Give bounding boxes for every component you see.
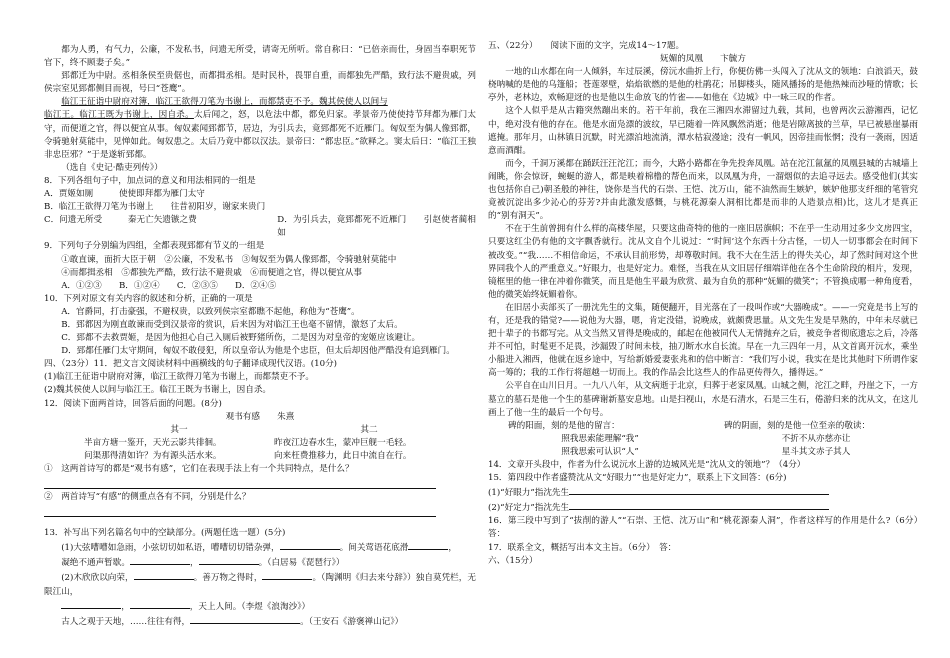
stele-back-label: 碑的阴面，刻的是他一位至亲的敬读：	[724, 420, 871, 431]
section-6-heading: 六、（15分）	[488, 555, 538, 566]
question-12: 12．阅读下面两首诗，回答后面的问题。(8分)	[44, 398, 222, 409]
fill-blank[interactable]	[190, 614, 300, 624]
passage-paragraph: 这个人似乎是从古籍突然蹦出来的。若干年前，我在三湘四水滞留过九载，其间，也曾两次云游湘西，记忆中，绝对没有他的存在。他是水面凫漂的波纹，早已随着一阵风飘然消逝；他是岩隙离披的兰草，早已被悬崖暴雨遮掩。那年月，山林镇日沉默，时光漂泊地流淌，潭水枯寂漫途；没有一帆风，因帝挂而怅惘；没有一袭雨，因适意而酒酣。	[488, 106, 918, 156]
fill-blank[interactable]	[130, 599, 190, 609]
poem-line: 昨夜江边春水生，蒙冲巨舰一毛轻。	[274, 437, 412, 448]
right-column	[488, 40, 927, 568]
fill-blank[interactable]	[569, 485, 829, 495]
question-11-1: (1)临江王征诣中尉府对簿，临江王欲得刀笔为书谢上，而都禁吏不予。	[44, 372, 314, 383]
stele-front-label: 碑的阳面，刻的是他的留言：	[508, 420, 620, 431]
passage-text: 太后闻之，怒，以危法中都，都免归家。孝景帝乃使使持节拜都为雁门太守，而便道之官，得以便宜从事。匈奴素闻郅都节，居边，为引兵去，竟郅都死不近雁门。匈奴至为偶人像郅都，令骑驰射莫能中，见惮如此。匈奴患之。太后乃竟中都以汉法。景帝曰：“都忠臣。”欲释之。窦太后曰：“临江王独非忠臣邪？”于是遂斩郅都。	[44, 110, 476, 160]
left-column: 都为人勇，有气力，公廉，不发私书，问遗无所受，请寄无所听。常自称曰：“已倍亲而仕，身固当奉职死节官下，终不顾妻子矣。” 郅都迁为中尉。丞相条侯至贵倨也，而都揖丞相。是时民朴，畏罪自重，而都独先严酷，致行法不避贵戚，列侯宗室见郅都侧目而视，号曰“苍鹰”。 临江王征诣中尉府对簿，临江王欲得刀笔为书谢上，而都禁吏不予。魏其侯使人以间与 临江王。临江王既为书谢上，因自杀。太后闻之，怒，以危法中都，都免归家。孝景帝乃使使持节拜都为雁门太守，而便道之官，得以便宜从事。匈奴素闻郅都节，居边，为引兵去，竟郅都死不近雁门。匈奴至为偶人像郅都，令骑驰射莫能中，见惮如此。匈奴患之。太后乃竟中都以汉法。景帝曰：“都忠臣。”欲释之。窦太后曰：“临江王独非忠臣邪？”于是遂斩郅都。 （选自《史记·酷吏列传》） 8．下列各组句子中，加点词的意义和用法相同的一组是 A．贾姬如厕 使使即拜都为雁门太守 B．临江王欲得刀笔为书谢上 往昔初阳岁，谢家来贵门 C．问遗无所受 秦无亡矢遗镞之费 D．为引兵去，竟郅都死不近雁门 引赵使者蔺相如 9．下列句子分别编为四组，全都表现郅都有节义的一组是 ①敢直谏，面折大臣于朝 ②公廉，不发私书 ③匈奴至为偶人像郅都，令骑驰射莫能中 ④而都揖丞相 ⑤都独先严酷，致行法不避贵戚 ⑥而便道之官，得以便宜从事 A．①②③ B．①②④ C．②③⑤ D．②④⑤ 10．下列对原文有关内容的叙述和分析，正确的一项是 A．官爵同，打击豪强，不避权贵，以致列侯宗室都瞧不起他，称他为“苍鹰”。 B．郅都因为刚直敢谏而受到汉景帝的赏识，后来因为对临江王也毫不留情，激怒了太后。 C．郅都不去救贾姬，是因为他担心自己入厕后被野猪所伤，二是因为对皇帝的宠姬应该避让。 D．郅都任雁门太守期间，匈奴不敢侵犯，所以皇帝认为他是个忠臣，但太后却因他严酷没有追到雁门。 四、（23分）11．把文言文阅读材料中画横线的句子翻译成现代汉语。(10分) (1)临江王征诣中尉府对簿，临江王欲得刀笔为书谢上，而都禁吏不予。 (2)魏其侯使人以间与临江王。临江王既为书谢上，因自杀。 12．阅读下面两首诗，回答后面的问题。(8分) 观书有感 朱熹 其一 半亩方塘一鉴开，天光云影共徘徊。 问渠那得清如许？为有源头活水来。 其二 昨夜江边春水生，蒙冲巨舰一毛轻。 向来枉费推移力，此日中流自在行。 ① 这两首诗写的都是“观书有感”，它们在表现手法上有一个共同特点，是什么？ ② 两首诗写“有感”的侧重点各有不同，分别是什么？ 13．补写出下列名篇名句中的空缺部分。(两题任选一题）(5分) (1)大弦嘈嘈如急雨，小弦切切如私语，嘈嘈切切错杂弹， 。间关莺语花底滑 ， 凝绝不通声暂歇。 ， 。（白居易《琵琶行》） (2)木欣欣以向荣， 。善万物之得时， 。（陶渊明《归去来兮辞》）独自莫凭栏，无限江山， ， ，天上人间。（李煜《浪淘沙》） 古人之观于天地，……往往有得， 。（王安石《游褒禅山记》）	[44, 44, 476, 629]
question-16: 16．第三段中写到了“拔削的游人”“石崇、王恺、沈万山”和“桃花源秦人洞”，作者这样写的作用是什么?（6分） 答：	[488, 516, 927, 540]
fill-blank[interactable]	[134, 570, 194, 580]
poem-1-heading: 其一	[170, 424, 188, 435]
option-c: C．问遗无所受 秦无亡矢遗镞之费	[44, 215, 197, 226]
stele-inscriptions	[488, 420, 918, 459]
question-9-items: ①敢直谏，面折大臣于朝 ②公廉，不发私书 ③匈奴至为偶人像郅都，令骑驰射莫能中	[61, 254, 397, 265]
stele-line: 照我思索能理解“我”	[561, 433, 639, 444]
fill-blank[interactable]	[130, 555, 190, 565]
option-b: B．临江王欲得刀笔为书谢上 往昔初阳岁，谢家来贵门	[44, 202, 266, 213]
answer-line[interactable]	[44, 476, 436, 489]
fill-blank[interactable]	[280, 540, 340, 550]
fill-blank[interactable]	[569, 500, 829, 510]
question-13-3: 古人之观于天地，……往往有得， 。（王安石《游褒禅山记》）	[44, 614, 476, 629]
question-10: 10．下列对原文有关内容的叙述和分析，正确的一项是	[44, 293, 253, 304]
question-11: 四、（23分）11．把文言文阅读材料中画横线的句子翻译成现代汉语。(10分)	[44, 359, 338, 370]
article-title: 妩媚的凤凰 卞毓方	[660, 54, 746, 65]
question-9-options: A．①②③ B．①②④ C．②③⑤ D．②④⑤	[61, 280, 277, 291]
option-d: D．为引兵去，竟郅都死不近雁门 引赵使者蔺相如	[277, 215, 476, 239]
question-15-2: (2)“好定力”指沈先生	[488, 500, 918, 515]
stele-line: 照我思索可认识“人”	[561, 446, 639, 457]
source-citation: （选自《史记·酷吏列传》）	[61, 162, 163, 173]
fill-blank[interactable]	[199, 555, 259, 565]
stele-line: 星斗其文赤子其人	[781, 446, 851, 457]
poem-title: 观书有感 朱熹	[225, 411, 295, 422]
fill-blank[interactable]	[408, 540, 448, 550]
poem-2-heading: 其二	[360, 424, 378, 435]
passage-paragraph: 郅都迁为中尉。丞相条侯至贵倨也，而都揖丞相。是时民朴，畏罪自重，而都独先严酷，致行法不避贵戚，列侯宗室见郅都侧目而视，号曰“苍鹰”。	[44, 71, 476, 95]
passage-paragraph: 公平自在山川日月。一九八八年，从文病逝于北京，归葬于老家凤凰。山城之侧，沱江之畔，丹崖之下，一方墓立的墓石是他一个生的墓碑谢新墓安息地。山是扫视山，水是石清水，石是三生石，倦游归来的沈从文，在这儿画上了他一生的最后一个句号。	[488, 381, 918, 418]
option-b: B．郅都因为刚直敢谏而受到汉景帝的赏识，后来因为对临江王也毫不留情，激怒了太后。	[61, 319, 403, 330]
answer-line[interactable]	[44, 504, 436, 517]
question-15-1: (1)“好眼力”指沈先生	[488, 485, 918, 500]
underlined-sentence-2: 临江王。临江王既为书谢上，因自杀。	[44, 110, 194, 121]
option-c: C．郅都不去救贾姬，是因为他担心自己入厕后被野猪所伤，二是因为对皇帝的宠姬应该避让。	[61, 333, 421, 344]
passage-paragraph: 都为人勇，有气力，公廉，不发私书，问遗无所受，请寄无所听。常自称曰：“已倍亲而仕，身固当奉职死节官下，终不顾妻子矣。”	[44, 45, 476, 69]
question-13: 13．补写出下列名篇名句中的空缺部分。(两题任选一题）(5分)	[44, 528, 286, 539]
passage-paragraph: 而今，千洞万溪都在踊跃汪汪沱江；而今，大路小路都在争先投奔凤凰。站在沱江氤氲的凤凰县城的古城墙上闹眺，你会惊讶，蜿蜒的游人，都是映着棉橹的帮色而来，以凤凰为舟，一溜烟似的去追寻远去。感受他们(其实也包括你自己)朝圣般的神往，饶你是当代的石崇、王恺、沈万山，能不油然而生嫉妒，嫉妒他那支纤细的笔管究竟被沉淀出多少沁心的芬芳?并由此激发感慨，与桃花源秦人洞相比都是而非的人造景点相)比，这儿才是真正的“别有洞天”。	[488, 158, 918, 222]
option-a: A．贾姬如厕 使使即拜都为雁门太守	[44, 189, 205, 200]
question-12-1: ① 这两首诗写的都是“观书有感”，它们在表现手法上有一个共同特点，是什么？	[44, 464, 354, 474]
question-14: 14．文章开头段中，作者为什么说沅水上游的边城风光是“沈从文的领地”？（4分）	[488, 460, 806, 470]
passage-paragraph: 在旧居小卖部买了一册沈先生的文集，随便翻开，目光落在了一段叫作或“大器晚成”。——一究竟是书上写的有，还是我的错觉?——说他为大器，嗯，肯定没错，说晚成，就颇费思量。从文先生发是早熟的，中年未尽就已把十辈子的书都写完。从文当然又冒得是晚成的，邮起在他被同代人无情抛弃之后，被竞争者彻底遗忘之后，冷落并不可怕，时髦更不足畏，沙漏毁了时间未枝，抽刀断水水自长流。早在一九三四年一月，从文首离开沅水，乘坐小船进入湘西，他就在返乡途中，写给新婚爱妻张兆和的信中断言：“我们写小说，我实在是比其他时下所谓作家高一筹的；我的工作行将超越一切而上。我的作品会比这些人的作品更传得久，播得远。”	[488, 302, 918, 379]
poem-line: 问渠那得清如许？为有源头活水来。	[84, 450, 222, 461]
poem-1	[84, 424, 274, 463]
question-9: 9．下列句子分别编为四组，全都表现郅都有节义的一组是	[44, 241, 265, 252]
poem-block	[44, 424, 476, 463]
question-17: 17．联系全文，概括写出本文主旨。（6分） 答：	[488, 542, 677, 553]
question-12-2: ② 两首诗写“有感”的侧重点各有不同，分别是什么？	[44, 492, 251, 503]
question-15: 15．第四段中作者盛赞沈从文“好眼力”“也是好定力”，联系上下文回答：(6分)	[488, 473, 787, 484]
fill-blank[interactable]	[262, 570, 312, 580]
question-13-1: (1)大弦嘈嘈如急雨，小弦切切如私语，嘈嘈切切错杂弹， 。间关莺语花底滑 ，	[44, 540, 476, 555]
question-11-2: (2)魏其侯使人以间与临江王。临江王既为书谢上，因自杀。	[44, 385, 272, 396]
underlined-sentence-1: 临江王征诣中尉府对簿，临江王欲得刀笔为书谢上，而都禁吏不予。魏其侯使人以间与	[61, 97, 388, 108]
question-13-2: (2)木欣欣以向荣， 。善万物之得时， 。（陶渊明《归去来兮辞》）独自莫凭栏，无限江山，	[44, 570, 476, 598]
question-9-items: ④而都揖丞相 ⑤都独先严酷，致行法不避贵戚 ⑥而便道之官，得以便宜从事	[61, 267, 362, 278]
option-a: A．官爵同，打击豪强，不避权贵，以致列侯宗室都瞧不起他，称他为“苍鹰”。	[61, 306, 360, 317]
poem-2	[274, 424, 464, 463]
section-5-heading: 五、（22分） 阅读下面的文字，完成14～17题。	[488, 41, 685, 51]
passage-paragraph: 一地的山水都在向一人倾斜，车过辰溪，傍沅水曲折上行，你便仿佛一头闯入了沈从文的领地：白浪滔天，鼓桡呐喊的是他的乌篷船；苍莲翠壁，焰焰欲燃的是他的杜鹃花；吊脚楼头，随风播扬的是他热辣而沙哑的情歌；长亭外，老林边，欢畅迎迓的也是他以生命放飞的竹雀——如他在《边城》中一咏三叹的作者。	[488, 67, 918, 104]
option-d: D．郅都任雁门太守期间，匈奴不敢侵犯，所以皇帝认为他是个忠臣，但太后却因他严酷没有追到雁门。	[61, 346, 455, 357]
passage-paragraph	[44, 96, 476, 161]
question-8: 8．下列各组句子中，加点词的意义和用法相同的一组是	[44, 175, 256, 186]
poem-line: 半亩方塘一鉴开，天光云影共徘徊。	[84, 437, 222, 448]
passage-paragraph: 不在于生前曾拥有什么样的高楼华屋，只要这曲奇特的他的一座旧居旗帜；不在乎一生动用过多少文房四宝，只要这红尘仍有他的文字飘香就行。沈从文自个儿说过：“‘时间’这个东西十分古怪，一切人一切事都会在时间下被改变。”“我……不相信命运，不承认目前形势，却尊敬时间。我不大在生活上的得失关心，却了然时间对这个世界同我个人的严重意义。”好眼力，也是好定力。难怪，当我在从文旧居仔细端详他在各个生命阶段的相片，发现，镜框里的他一律在冲着你微笑，而且是他生平最为欣赏、最为自负的那种“妩媚的微笑”；不管换成哪一种角度看，他的微笑始终妩媚着你。	[488, 224, 918, 300]
stele-line: 不折不从亦慈亦让	[781, 433, 851, 444]
fill-blank[interactable]	[61, 599, 121, 609]
poem-line: 向来枉费推移力，此日中流自在行。	[274, 450, 412, 461]
